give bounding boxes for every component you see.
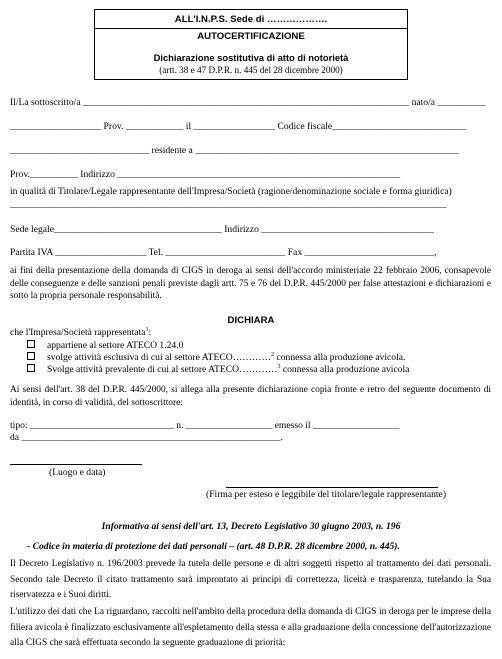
dichiara-heading: DICHIARA bbox=[227, 315, 275, 326]
allegato-paragraph: Ai sensi dell'art. 38 del D.P.R. 445/2000, si allega alla presente dichiarazione copia fronte e retro del seguente documento di identità, in corso di validità, del sottoscrittore: bbox=[10, 385, 491, 408]
intro-paragraph: ai fini della presentazione della domanda di CIGS in deroga ai sensi dell'accordo ministeriale 22 febbraio 2006, consapevole delle conseguenze e delle sanzioni penali previste dagli artt. 75 e 76 del D.P.R. 445/2000 per false attestazioni e dichiarazioni e sotto la propria personale responsabilità. bbox=[10, 266, 491, 302]
firma-line[interactable] bbox=[226, 487, 438, 488]
option-attivita-prevalente[interactable]: Svolge attività prevalente di cui al settore ATECO…………$^3$ connessa alla produzione avicola bbox=[27, 364, 409, 375]
field-partita-iva[interactable]: Partita IVA ___________________ Tel. _________________________ Fax ___________________________, bbox=[10, 247, 437, 258]
document-subtitle: Dichiarazione sostitutiva di atto di notorietà bbox=[153, 52, 349, 63]
field-ragione-sociale[interactable]: ___________________________________________________________________________________________ bbox=[10, 199, 447, 210]
document-title: AUTOCERTIFICAZIONE bbox=[197, 31, 305, 42]
field-indirizzo[interactable]: Prov.__________ Indirizzo ___________________________________________________________ bbox=[10, 169, 401, 180]
field-documento-tipo[interactable]: tipo: ______________________________ n. __________________ emesso il __________________ bbox=[10, 420, 400, 431]
qualita-text: in qualità di Titolare/Legale rappresentante dell'Impresa/Società (ragione/denominazione sociale e forma giuridica) bbox=[10, 186, 452, 197]
field-sottoscritto[interactable]: Il/La sottoscritto/a ____________________________________________________________________ nato/a __________ bbox=[10, 97, 486, 108]
field-prov-nascita[interactable]: ___________________ Prov. ____________ il _________________ Codice fiscale____________________________ bbox=[10, 121, 467, 132]
field-sede-legale[interactable]: Sede legale___________________________________ Indirizzo ____________________________________ bbox=[10, 224, 434, 235]
checkbox[interactable] bbox=[27, 340, 35, 348]
option-attivita-esclusiva[interactable]: svolge attività esclusiva di cui al settore ATECO…………$^2$ connessa alla produzione avicola. bbox=[27, 352, 405, 363]
checkbox[interactable] bbox=[27, 364, 35, 372]
header-divider bbox=[95, 28, 407, 29]
informativa-paragraph-1: Il Decreto Legislativo n. 196/2003 prevede la tutela delle persone e di altri soggetti rispetto al trattamento dei dati personali. Secondo tale Decreto il citato trattamento sarà improntato ai principi di correttezza, liceità e trasparenza, tutelando la Sua riservatezza e i Suoi diritti. bbox=[10, 559, 491, 601]
header-box bbox=[94, 9, 408, 80]
legal-reference: (artt. 38 e 47 D.P.R. n. 445 del 28 dicembre 2000) bbox=[159, 65, 343, 75]
field-documento-rilascio[interactable]: da ______________________________________________________. bbox=[10, 432, 283, 443]
checkbox[interactable] bbox=[27, 352, 35, 360]
option-ateco-1240[interactable]: appartiene al settore ATECO 1.24.0 bbox=[27, 340, 183, 351]
informativa-subtitle: - Codice in materia di protezione dei dati personali – (art. 48 D.P.R. 28 dicembre 2000, n. 445). bbox=[27, 541, 400, 552]
informativa-title: Informativa ai sensi dell'art. 13, Decreto Legislativo 30 giugno 2003, n. 196 bbox=[101, 521, 401, 532]
addressee: ALL'I.N.P.S. Sede di ………………. bbox=[174, 14, 328, 25]
firma-label: (Firma per esteso e leggibile del titolare/legale rappresentante) bbox=[206, 489, 447, 500]
dichiara-lead: che l'Impresa/Società rappresentata$^1$: bbox=[10, 327, 152, 338]
luogo-data-label: (Luogo e data) bbox=[49, 467, 106, 478]
field-residente[interactable]: _____________________________ residente a _______________________________________________________ bbox=[10, 145, 460, 156]
luogo-data-line[interactable] bbox=[10, 464, 142, 465]
informativa-paragraph-2: L'utilizzo dei dati che La riguardano, raccolti nell'ambito della procedura della domanda di CIGS in deroga per le imprese della filiera avicola è finalizzato esclusivamente all'espletamento della stessa e alla graduazione della concessione dell'autorizzazione alla CIGS che sarà effettuata secondo la seguente graduazione di priorità: bbox=[10, 607, 491, 649]
